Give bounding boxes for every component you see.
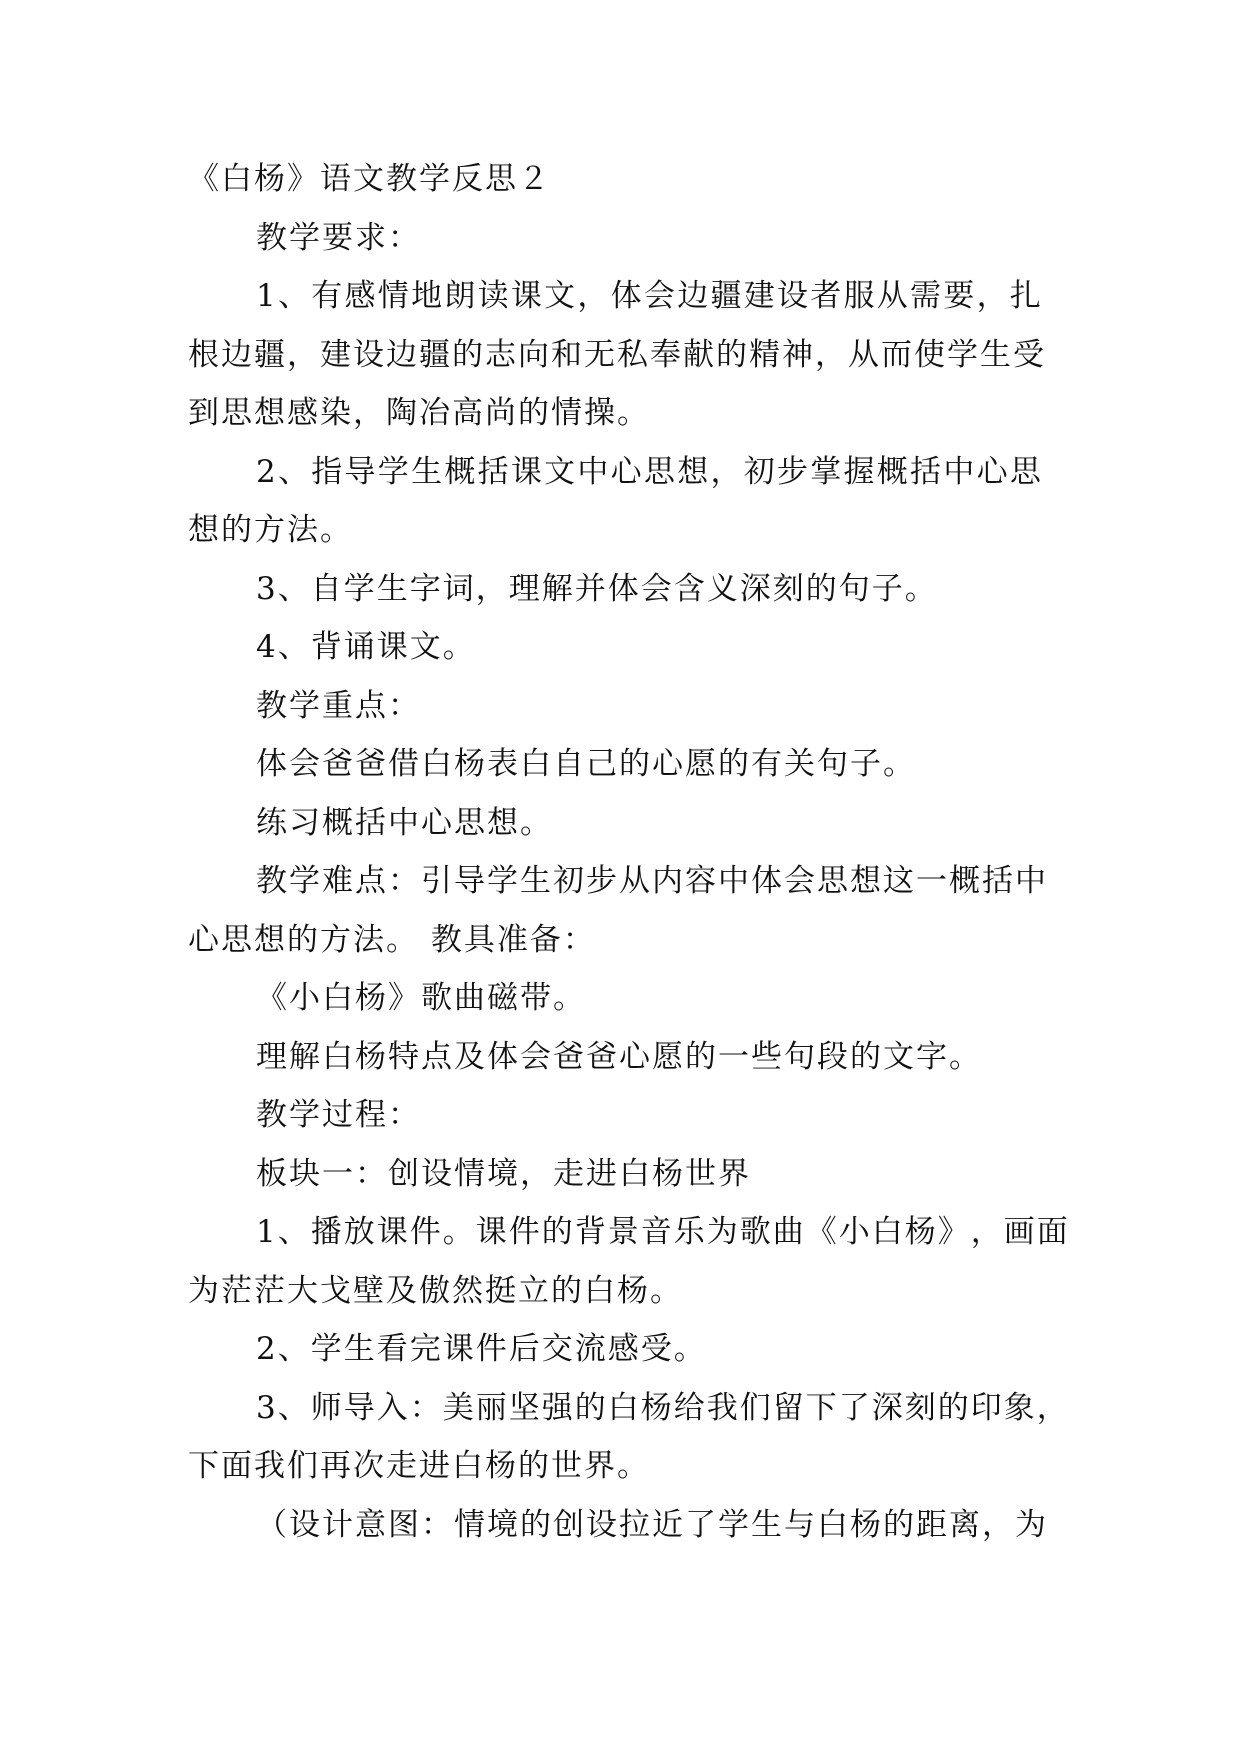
- text-char: 。: [442, 1214, 476, 1250]
- text-line: 2、学生看完课件后交流感受。: [256, 1331, 707, 1367]
- text-char: 音: [640, 1214, 674, 1250]
- text-char: 生: [411, 454, 445, 490]
- text-char: 为: [1015, 1507, 1048, 1543]
- text-line: 教学过程：: [256, 1097, 421, 1133]
- text-char: 疆: [419, 337, 452, 373]
- text-char: 感: [344, 278, 378, 314]
- text-char: 计: [322, 1507, 355, 1543]
- text-char: 象: [1003, 1390, 1037, 1426]
- text-char: 我: [706, 1390, 740, 1426]
- text-line: [256, 452, 1043, 492]
- text-char: 课: [376, 1214, 410, 1250]
- text-char: 下: [805, 1390, 839, 1426]
- text-char: 奉: [650, 337, 683, 373]
- text-char: 景: [607, 1214, 641, 1250]
- text-char: 容: [685, 863, 718, 899]
- text-char: 概: [876, 454, 910, 490]
- text-char: 距: [916, 1507, 949, 1543]
- text-char: 拉: [619, 1507, 652, 1543]
- text-char: 无: [584, 337, 617, 373]
- text-char: 境: [487, 1507, 520, 1543]
- text-char: 面: [1036, 1214, 1070, 1250]
- text-char: 放: [343, 1214, 377, 1250]
- document-title: 《白杨》语文教学反思２: [188, 161, 551, 197]
- text-char: 文: [544, 278, 578, 314]
- text-char: 的: [520, 1507, 553, 1543]
- text-char: 文: [544, 454, 578, 490]
- text-line: 想的方法。: [188, 512, 353, 548]
- text-char: 学: [947, 337, 980, 373]
- text-char: 使: [914, 337, 947, 373]
- text-char: 神: [782, 337, 815, 373]
- text-char: 入: [376, 1390, 410, 1426]
- text-char: 、: [277, 1390, 311, 1426]
- text-char: 生: [980, 337, 1013, 373]
- text-char: 背: [574, 1214, 608, 1250]
- text-char: 与: [784, 1507, 817, 1543]
- text-char: 有: [311, 278, 345, 314]
- text-char: 志: [485, 337, 518, 373]
- text-char: 地: [411, 278, 445, 314]
- text-line: 板块一：创设情境，走进白杨世界: [256, 1156, 751, 1192]
- text-char: 课: [475, 1214, 509, 1250]
- text-char: 受: [1013, 337, 1046, 373]
- text-char: 从: [848, 337, 881, 373]
- text-char: 从: [619, 863, 652, 899]
- text-char: 课: [510, 454, 544, 490]
- text-char: ：: [388, 863, 421, 899]
- text-char: 《: [805, 1214, 839, 1250]
- text-char: 疆: [710, 278, 744, 314]
- text-line: [188, 335, 1046, 375]
- text-char: 者: [810, 278, 844, 314]
- text-char: 概: [949, 863, 982, 899]
- text-char: 深: [871, 1390, 905, 1426]
- text-char: 、: [278, 278, 311, 314]
- text-char: 中: [577, 454, 611, 490]
- text-char: 体: [751, 863, 784, 899]
- text-char: 丽: [475, 1390, 509, 1426]
- text-char: ，: [815, 337, 848, 373]
- text-char: 中: [943, 454, 977, 490]
- text-char: 、: [278, 454, 311, 490]
- text-char: ，: [982, 1507, 1015, 1543]
- text-char: 为: [706, 1214, 740, 1250]
- text-char: 思: [817, 863, 850, 899]
- text-char: 向: [518, 337, 551, 373]
- text-line: 心思想的方法。 教具准备：: [188, 922, 596, 958]
- text-char: 一: [916, 863, 949, 899]
- text-char: 概: [444, 454, 478, 490]
- text-char: 边: [677, 278, 711, 314]
- text-line: [256, 1212, 1070, 1252]
- text-char: 们: [739, 1390, 773, 1426]
- text-line: [256, 1505, 1048, 1545]
- text-char: 读: [477, 278, 511, 314]
- text-char: 步: [586, 863, 619, 899]
- text-char: 杨: [640, 1390, 674, 1426]
- text-char: 学: [718, 1507, 751, 1543]
- text-char: 想: [677, 454, 711, 490]
- text-char: 杨: [904, 1214, 938, 1250]
- text-char: 扎: [1009, 278, 1043, 314]
- text-line: 《小白杨》歌曲磁带。: [256, 980, 586, 1016]
- text-char: 导: [454, 863, 487, 899]
- text-char: 建: [320, 337, 353, 373]
- text-line: 下面我们再次走进白杨的世界。: [188, 1448, 650, 1484]
- text-char: 生: [520, 863, 553, 899]
- text-char: 步: [776, 454, 810, 490]
- text-char: 的: [716, 337, 749, 373]
- text-char: ：: [409, 1390, 443, 1426]
- text-char: 建: [743, 278, 777, 314]
- text-char: 的: [574, 1390, 608, 1426]
- text-line: 练习概括中心思想。: [256, 805, 553, 841]
- text-char: 握: [843, 454, 877, 490]
- text-char: ：: [421, 1507, 454, 1543]
- text-char: 根: [188, 337, 221, 373]
- text-char: 了: [685, 1507, 718, 1543]
- text-char: 师: [310, 1390, 344, 1426]
- text-char: 2: [256, 454, 278, 490]
- text-char: 会: [784, 863, 817, 899]
- text-char: 设: [776, 278, 810, 314]
- text-char: 设: [353, 337, 386, 373]
- text-char: 曲: [772, 1214, 806, 1250]
- text-char: ，: [976, 278, 1010, 314]
- text-char: 画: [1003, 1214, 1037, 1250]
- text-line: 理解白杨特点及体会爸爸心愿的一些句段的文字。: [256, 1039, 982, 1075]
- text-char: 要: [943, 278, 977, 314]
- text-char: 小: [838, 1214, 872, 1250]
- text-line: [256, 276, 1043, 316]
- text-char: 心: [610, 454, 644, 490]
- text-line: 3、自学生字词，理解并体会含义深刻的句子。: [256, 571, 938, 607]
- text-line: 教学重点：: [256, 688, 421, 724]
- text-char: 导: [344, 454, 378, 490]
- text-char: 意: [355, 1507, 388, 1543]
- text-char: 中: [718, 863, 751, 899]
- text-char: 美: [442, 1390, 476, 1426]
- text-char: 括: [477, 454, 511, 490]
- text-line: 教学要求：: [256, 220, 421, 256]
- text-char: ，: [970, 1214, 1004, 1250]
- text-char: 件: [409, 1214, 443, 1250]
- text-char: 心: [976, 454, 1010, 490]
- text-char: 学: [487, 863, 520, 899]
- text-char: 》: [937, 1214, 971, 1250]
- text-line: 为茫茫大戈壁及傲然挺立的白杨。: [188, 1273, 683, 1309]
- text-char: 的: [937, 1390, 971, 1426]
- text-char: 中: [1015, 863, 1048, 899]
- text-line: 4、背诵课文。: [256, 629, 476, 665]
- text-char: 了: [838, 1390, 872, 1426]
- text-char: 设: [289, 1507, 322, 1543]
- text-char: 这: [883, 863, 916, 899]
- text-char: 朗: [444, 278, 478, 314]
- text-char: 创: [553, 1507, 586, 1543]
- text-char: 边: [221, 337, 254, 373]
- text-char: 服: [843, 278, 877, 314]
- text-char: 思: [643, 454, 677, 490]
- text-char: 思: [1009, 454, 1043, 490]
- text-char: 图: [388, 1507, 421, 1543]
- text-char: 会: [643, 278, 677, 314]
- text-char: 想: [850, 863, 883, 899]
- text-char: 教: [256, 863, 289, 899]
- text-char: 1: [256, 1214, 278, 1250]
- text-char: ，: [287, 337, 320, 373]
- text-char: 掌: [810, 454, 844, 490]
- text-line: [256, 1388, 1070, 1428]
- text-char: 情: [377, 278, 411, 314]
- text-char: 献: [683, 337, 716, 373]
- text-char: 私: [617, 337, 650, 373]
- text-char: 强: [541, 1390, 575, 1426]
- text-char: 乐: [673, 1214, 707, 1250]
- text-char: （: [256, 1507, 289, 1543]
- text-char: 白: [607, 1390, 641, 1426]
- text-char: 的: [541, 1214, 575, 1250]
- text-char: 印: [970, 1390, 1004, 1426]
- text-char: 3: [256, 1390, 278, 1426]
- text-char: 导: [343, 1390, 377, 1426]
- text-char: 需: [910, 278, 944, 314]
- text-char: 件: [508, 1214, 542, 1250]
- text-char: 学: [377, 454, 411, 490]
- text-char: ，: [577, 278, 611, 314]
- text-char: 指: [311, 454, 345, 490]
- text-char: 课: [510, 278, 544, 314]
- text-char: 白: [817, 1507, 850, 1543]
- text-char: 边: [386, 337, 419, 373]
- text-char: 初: [743, 454, 777, 490]
- text-char: 点: [355, 863, 388, 899]
- text-char: 从: [876, 278, 910, 314]
- text-char: 坚: [508, 1390, 542, 1426]
- text-char: 初: [553, 863, 586, 899]
- text-char: 和: [551, 337, 584, 373]
- text-char: 生: [751, 1507, 784, 1543]
- text-char: 播: [310, 1214, 344, 1250]
- text-line: 体会爸爸借白杨表白自己的心愿的有关句子。: [256, 746, 916, 782]
- text-char: 设: [586, 1507, 619, 1543]
- text-char: 、: [277, 1214, 311, 1250]
- text-char: ，: [1036, 1390, 1070, 1426]
- text-char: ，: [710, 454, 744, 490]
- text-char: 的: [883, 1507, 916, 1543]
- text-line: 到思想感染，陶冶高尚的情操。: [188, 395, 650, 431]
- text-char: 而: [881, 337, 914, 373]
- text-char: 难: [322, 863, 355, 899]
- text-char: 近: [652, 1507, 685, 1543]
- text-char: 给: [673, 1390, 707, 1426]
- text-line: [256, 861, 1048, 901]
- text-char: 情: [454, 1507, 487, 1543]
- text-char: 歌: [739, 1214, 773, 1250]
- text-char: 刻: [904, 1390, 938, 1426]
- text-char: 留: [772, 1390, 806, 1426]
- text-char: 括: [982, 863, 1015, 899]
- text-char: 的: [452, 337, 485, 373]
- text-char: 括: [910, 454, 944, 490]
- text-char: 杨: [850, 1507, 883, 1543]
- text-char: 精: [749, 337, 782, 373]
- text-char: 体: [610, 278, 644, 314]
- text-char: 学: [289, 863, 322, 899]
- text-char: 白: [871, 1214, 905, 1250]
- text-char: 引: [421, 863, 454, 899]
- text-char: 离: [949, 1507, 982, 1543]
- text-char: 1: [256, 278, 278, 314]
- text-char: 疆: [254, 337, 287, 373]
- text-char: 内: [652, 863, 685, 899]
